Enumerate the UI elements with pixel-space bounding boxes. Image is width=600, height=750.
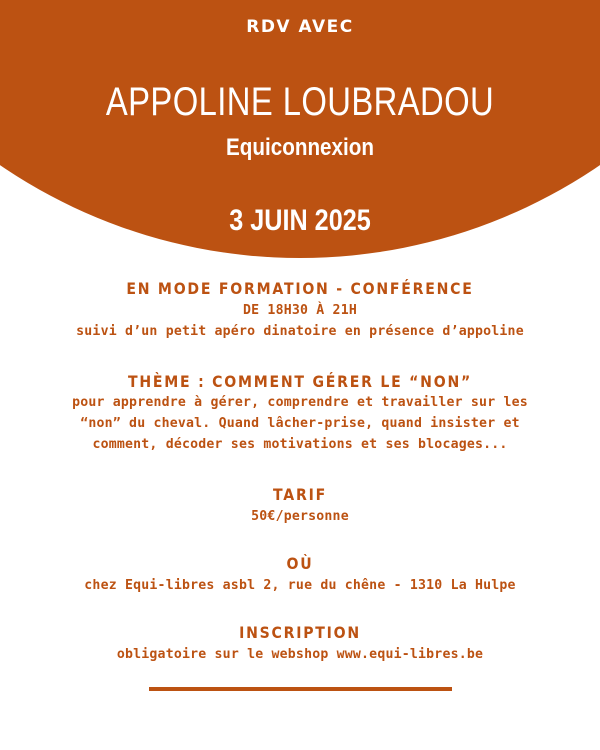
format-section bbox=[0, 279, 600, 342]
format-time: DE 18H30 À 21H bbox=[243, 303, 357, 318]
event-date: 3 JUIN 2025 bbox=[229, 204, 371, 237]
kicker-text: RDV AVEC bbox=[246, 17, 354, 37]
theme-line-3: comment, décoder ses motivations et ses blocages... bbox=[92, 437, 508, 452]
format-heading: EN MODE FORMATION - CONFÉRENCE bbox=[126, 279, 474, 298]
inscription-heading: INSCRIPTION bbox=[239, 623, 361, 642]
theme-line-1: pour apprendre à gérer, comprendre et travailler sur les bbox=[72, 395, 528, 410]
format-note: suivi d’un petit apéro dinatoire en présence d’appoline bbox=[76, 324, 524, 339]
theme-section bbox=[0, 372, 600, 455]
tarif-heading: TARIF bbox=[273, 485, 327, 504]
tarif-value: 50€/personne bbox=[251, 509, 349, 524]
event-header bbox=[0, 0, 600, 258]
location-section bbox=[0, 554, 600, 596]
location-heading: OÙ bbox=[286, 554, 314, 573]
inscription-section bbox=[0, 623, 600, 665]
bottom-divider bbox=[149, 687, 452, 691]
speaker-name: APPOLINE LOUBRADOU bbox=[105, 80, 495, 124]
company-name: Equiconnexion bbox=[226, 134, 374, 161]
theme-line-2: “non” du cheval. Quand lâcher-prise, quand insister et bbox=[80, 416, 520, 431]
location-value: chez Equi-libres asbl 2, rue du chêne - 1310 La Hulpe bbox=[84, 578, 516, 593]
inscription-value: obligatoire sur le webshop www.equi-libres.be bbox=[116, 647, 484, 662]
theme-heading: THÈME : COMMENT GÉRER LE “NON” bbox=[127, 372, 473, 391]
tarif-section bbox=[0, 485, 600, 527]
